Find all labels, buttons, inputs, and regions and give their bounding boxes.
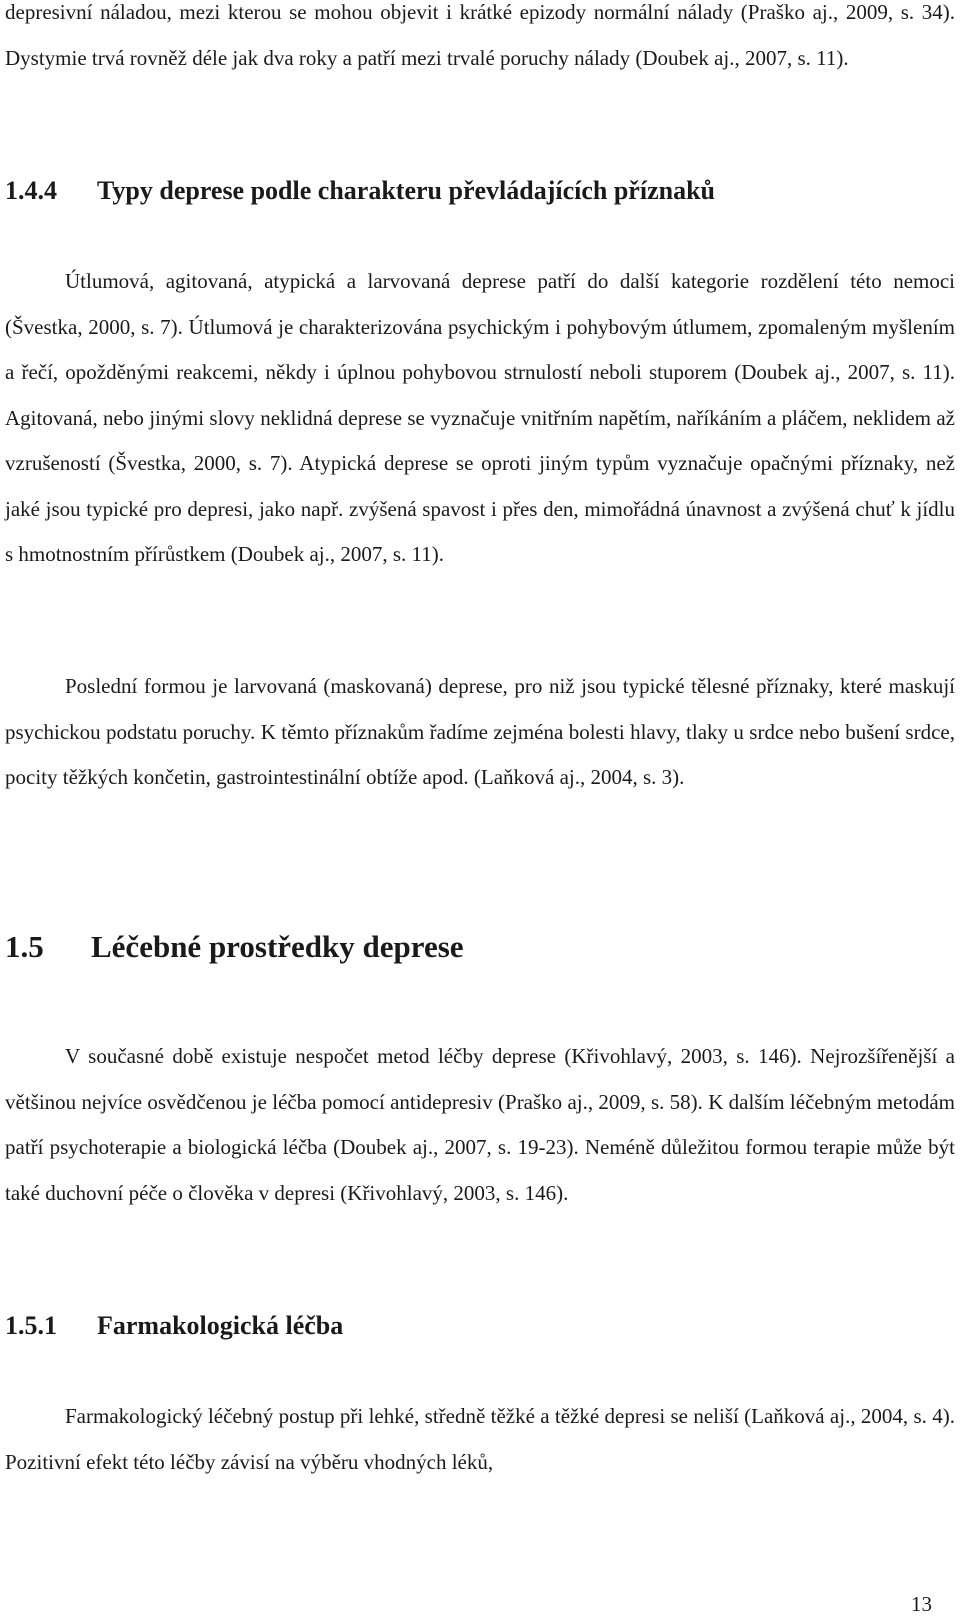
paragraph-farmakologicka: Farmakologický léčebný postup při lehké, středně těžké a těžké depresi se neliší (Laňková aj., 2004, s. 4). Pozitivní efekt této léčby závisí na výběru vhodných léků, xyxy=(5,1404,955,1474)
paragraph-types: Útlumová, agitovaná, atypická a larvovaná deprese patří do další kategorie rozdělení této nemoci (Švestka, 2000, s. 7). Útlumová je charakterizována psychickým i pohybovým útlumem, zpomaleným myšlením a řečí, opožděnými reakcemi, někdy i úplnou pohybovou strnulostí neboli stuporem (Doubek aj., 2007, s. 11). Agitovaná, nebo jinými slovy neklidná deprese se vyznačuje vnitřním napětím, naříkáním a pláčem, neklidem až vzrušeností (Švestka, 2000, s. 7). Atypická deprese se oproti jiným typům vyznačuje opačnými příznaky, než jaké jsou typické pro depresi, jako např. zvýšená spavost i přes den, mimořádná únavnost a zvýšená chuť k jídlu s hmotnostním přírůstkem (Doubek aj., 2007, s. 11). xyxy=(5,269,955,566)
heading-number: 1.5 xyxy=(5,929,44,964)
paragraph-lecba: V současné době existuje nespočet metod léčby deprese (Křivohlavý, 2003, s. 146). Nejrozšířenější a většinou nejvíce osvědčenou je léčba pomocí antidepresiv (Praško aj., 2009, s. 58). K dalším léčebným metodám patří psychoterapie a biologická léčba (Doubek aj., 2007, s. 19-23). Neméně důležitou formou terapie může být také duchovní péče o člověka v depresi (Křivohlavý, 2003, s. 146). xyxy=(5,1044,955,1205)
heading-1-4-4 xyxy=(5,176,715,206)
paragraph-dystymie: depresivní náladou, mezi kterou se mohou objevit i krátké epizody normální nálady (Praško aj., 2009, s. 34). Dystymie trvá rovněž déle jak dva roky a patří mezi trvalé poruchy nálady (Doubek aj., 2007, s. 11). xyxy=(5,0,955,70)
heading-1-5-1 xyxy=(5,1311,343,1341)
heading-title: Typy deprese podle charakteru převládajících příznaků xyxy=(97,176,715,205)
heading-number: 1.5.1 xyxy=(5,1311,57,1340)
paragraph-larvovana: Poslední formou je larvovaná (maskovaná) deprese, pro niž jsou typické tělesné příznaky, které maskují psychickou podstatu poruchy. K těmto příznakům řadíme zejména bolesti hlavy, tlaky u srdce nebo bušení srdce, pocity těžkých končetin, gastrointestinální obtíže apod. (Laňková aj., 2004, s. 3). xyxy=(5,674,955,789)
heading-title: Farmakologická léčba xyxy=(97,1311,344,1340)
heading-1-5 xyxy=(5,929,464,965)
page-number: 13 xyxy=(911,1592,932,1616)
heading-title: Léčebné prostředky deprese xyxy=(91,929,464,964)
heading-number: 1.4.4 xyxy=(5,176,57,205)
